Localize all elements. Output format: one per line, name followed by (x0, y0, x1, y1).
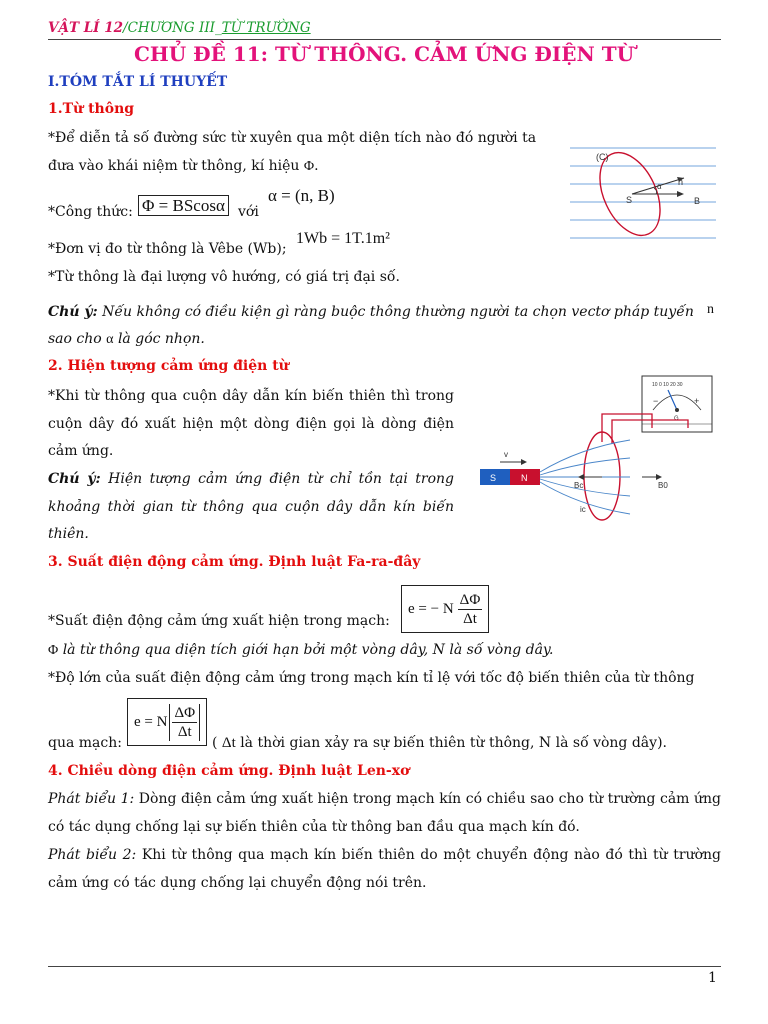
fig1-label-b: B (694, 196, 701, 206)
induction-figure (470, 374, 718, 526)
faraday-fraction (458, 591, 483, 628)
note-1-text: Nếu không có điều kiện gì ràng buộc thông thường người ta chọn vectơ pháp tuyến (102, 304, 694, 320)
phi-def-text: là từ thông qua diện tích giới hạn bởi một vòng dây, N là số vòng dây. (62, 642, 554, 658)
page-title: CHỦ ĐỀ 11: TỪ THÔNG. CẢM ỨNG ĐIỆN TỪ (133, 42, 635, 66)
flux-intro-end: . (314, 157, 319, 174)
note-1 (48, 299, 721, 327)
formula-label: *Công thức: (48, 204, 133, 220)
lenz-2-label: Phát biểu 2: (48, 847, 137, 863)
faraday-den: Δt (463, 610, 477, 627)
phi-definition (48, 637, 553, 665)
phi-def-symbol: Φ (48, 643, 59, 658)
section-2-heading: 2. Hiện tượng cảm ứng điện từ (48, 358, 289, 374)
header-sep: / (123, 20, 128, 36)
magnet-s: S (490, 473, 497, 483)
galvanometer-scale: 10 0 10 20 30 (652, 382, 683, 388)
fig1-label-c: (C) (596, 152, 609, 162)
lenz-1-label: Phát biểu 1: (48, 791, 135, 807)
note-1-label: Chú ý: (48, 304, 98, 320)
note-1-cont (48, 326, 205, 354)
induction-text: *Khi từ thông qua cuộn dây dẫn kín biến thiên thì trong cuộn dây đó xuất hiện một dòng điện gọi là dòng điện cảm ứng. (48, 388, 454, 459)
lenz-1-text: Dòng điện cảm ứng xuất hiện trong mạch kín có chiều sao cho từ trường cảm ứng có tác dụng chống lại sự biến thiên của từ thông ban đầu qua mạch kín đó. (48, 791, 721, 835)
fig1-label-n: n (678, 177, 684, 187)
emf-line1: *Suất điện động cảm ứng xuất hiện trong mạch: (48, 613, 390, 629)
faraday-num: ΔΦ (459, 591, 481, 608)
part-heading: I.TÓM TẮT LÍ THUYẾT (48, 74, 228, 90)
phi-symbol: Φ (303, 158, 315, 174)
emf-magnitude-box (127, 698, 207, 746)
note-2 (48, 466, 454, 549)
note-1-text3: là góc nhọn. (117, 331, 205, 347)
unit-formula: 1Wb = 1T.1m² (296, 230, 390, 247)
field-bc: Bc (574, 481, 584, 490)
emf-magnitude-den: Δt (177, 723, 192, 740)
current-ic: ic (580, 505, 586, 514)
flux-formula (138, 195, 229, 217)
note-2-label: Chú ý: (48, 471, 101, 487)
fig1-label-alpha: α (657, 182, 662, 191)
header-rule (48, 39, 721, 40)
with-word: với (238, 204, 259, 220)
note-1-alpha: α (106, 332, 114, 347)
delta-t-symbol: Δt (221, 735, 236, 751)
lenz-statement-1 (48, 786, 721, 841)
header-subject: VẬT LÍ 12 (48, 20, 123, 36)
emf-magnitude-left: e = N (134, 713, 168, 730)
emf-line3: *Độ lớn của suất điện động cảm ứng trong mạch kín tỉ lệ với tốc độ biến thiên của từ thông (48, 670, 695, 686)
galvanometer-g: G (674, 416, 679, 422)
running-header (48, 20, 311, 36)
note-1-text2: sao cho (48, 331, 102, 347)
header-chapter: CHƯƠNG III_ (127, 20, 222, 36)
unit-text: *Đơn vị đo từ thông là Vêbe (Wb); (48, 241, 287, 257)
velocity-label: v (504, 450, 508, 459)
delta-t-note (212, 730, 667, 758)
flux-loop-figure (566, 140, 718, 244)
flux-intro (48, 125, 563, 180)
section-1-heading: 1.Từ thông (48, 101, 135, 117)
flux-intro-text: *Để diễn tả số đường sức từ xuyên qua một diện tích nào đó người ta đưa vào khái niệm từ thông, kí hiệu (48, 130, 537, 174)
note-2-text: Hiện tượng cảm ứng điện từ chỉ tồn tại trong khoảng thời gian từ thông qua cuộn dây dẫn kín biến thiên. (48, 471, 454, 542)
normal-vector-symbol: n (707, 302, 714, 317)
delta-t-text: là thời gian xảy ra sự biến thiên từ thông, N là số vòng dây). (240, 735, 667, 751)
faraday-formula-box (401, 585, 489, 633)
galvanometer-plus: + (694, 396, 700, 406)
fig1-label-s: S (626, 195, 633, 205)
alpha-definition: α = (n, B) (268, 186, 335, 205)
galvanometer-minus: − (653, 396, 659, 406)
field-b0: B0 (658, 481, 668, 490)
paren-open: ( (212, 735, 218, 751)
scalar-text: *Từ thông là đại lượng vô hướng, có giá trị đại số. (48, 269, 400, 285)
qua-mach: qua mạch: (48, 735, 122, 751)
section-3-heading: 3. Suất điện động cảm ứng. Định luật Fa-ra-đây (48, 554, 421, 570)
header-topic: TỪ TRƯỜNG (221, 20, 311, 36)
page-number: 1 (708, 970, 717, 986)
magnet-n: N (521, 473, 528, 483)
flux-formula-box: Φ = BScosα (138, 195, 229, 216)
emf-magnitude-fraction (169, 704, 200, 741)
lenz-2-text: Khi từ thông qua mạch kín biến thiên do một chuyển động nào đó thì từ trường cảm ứng có tác dụng chống lại chuyển động nói trên. (48, 847, 722, 891)
emf-magnitude-num: ΔΦ (174, 704, 196, 721)
faraday-formula-left: e = − N (408, 600, 454, 617)
section-4-heading: 4. Chiều dòng điện cảm ứng. Định luật Len-xơ (48, 763, 410, 779)
footer-rule (48, 966, 721, 967)
lenz-statement-2 (48, 842, 721, 897)
